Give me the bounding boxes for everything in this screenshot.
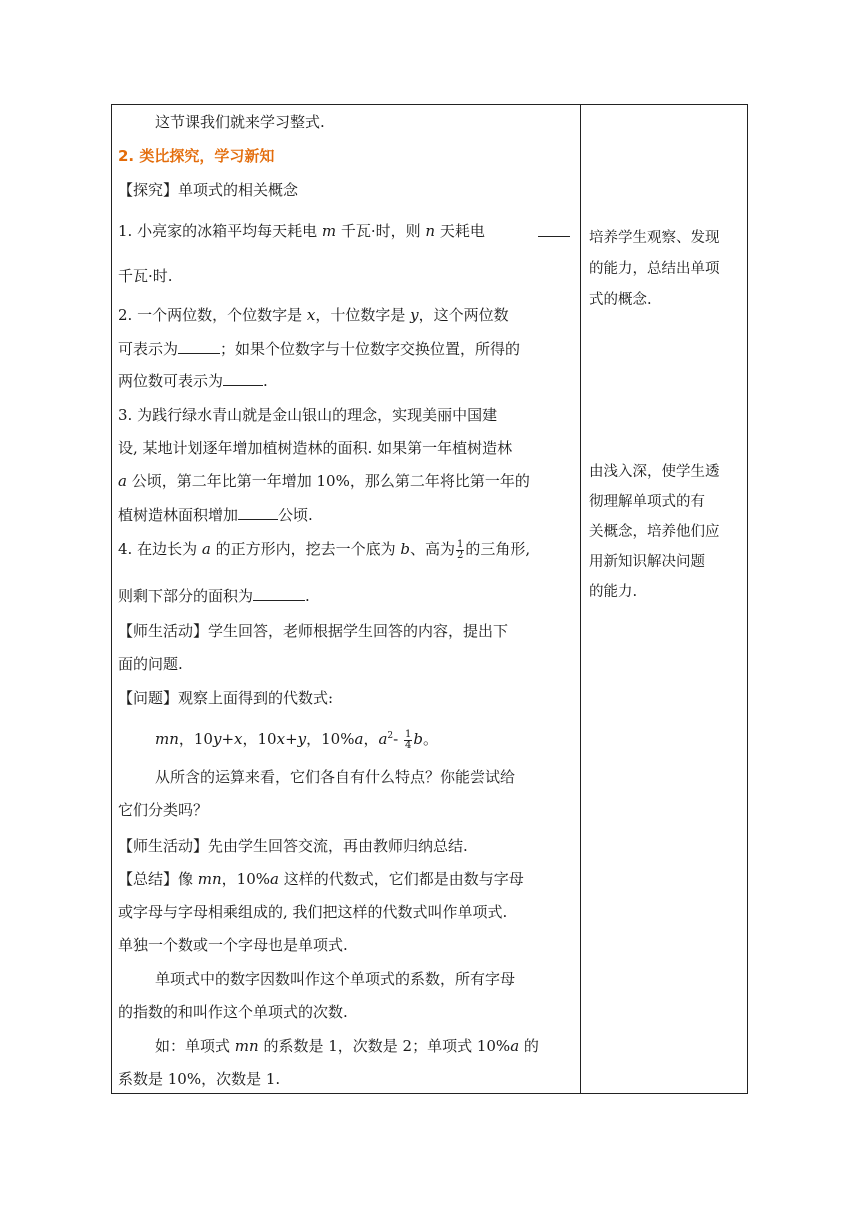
answer-blank-3[interactable]: [223, 370, 263, 386]
column-divider: [580, 105, 581, 1093]
activity-1-line-2: 面的问题.: [118, 655, 183, 673]
note-line-8: 的能力.: [589, 584, 638, 600]
question-3-line-4: 植树造林面积增加 公顷.: [118, 506, 313, 524]
question-2-line-1: 2. 一个两位数，个位数字是 x，十位数字是 y，这个两位数: [118, 306, 509, 324]
summary-line-1: 【总结】像 mn，10%a 这样的代数式，它们都是由数与字母: [118, 870, 524, 888]
question-3-line-3: a 公顷，第二年比第一年增加 10%，那么第二年将比第一年的: [118, 472, 530, 490]
activity-1-line-1: 【师生活动】学生回答，老师根据学生回答的内容，提出下: [118, 622, 509, 640]
question-1-line-1: 1. 小亮家的冰箱平均每天耗电 m 千瓦·时，则 n 天耗电: [118, 222, 485, 240]
intro-line: 这节课我们就来学习整式.: [155, 113, 325, 131]
ask-line-2: 它们分类吗？: [118, 801, 209, 819]
question-3-line-1: 3. 为践行绿水青山就是金山银山的理念，实现美丽中国建: [118, 406, 498, 424]
answer-blank-5[interactable]: [253, 585, 305, 601]
question-3-line-2: 设, 某地计划逐年增加植树造林的面积. 如果第一年植树造林: [118, 439, 513, 457]
example-line-1: 如：单项式 mn 的系数是 1，次数是 2；单项式 10%a 的: [155, 1037, 539, 1055]
answer-blank-4[interactable]: [238, 504, 278, 520]
note-line-3: 式的概念.: [589, 292, 652, 308]
question-2-line-3: 两位数可表示为 .: [118, 372, 268, 390]
fraction-one-half: $\frac{1}{2}$: [456, 538, 464, 561]
note-line-5: 彻理解单项式的有: [589, 494, 705, 510]
activity-2-line: 【师生活动】先由学生回答交流，再由教师归纳总结.: [118, 837, 468, 855]
coefficient-line-2: 的指数的和叫作这个单项式的次数.: [118, 1003, 348, 1021]
section-heading: 2. 类比探究，学习新知: [118, 147, 275, 165]
expression-list: mn，10y+x，10x+y，10%a，$a^2-$ $\frac{1}{4}$ b。: [155, 728, 438, 751]
note-line-2: 的能力，总结出单项: [589, 261, 720, 277]
note-line-1: 培养学生观察、发现: [589, 230, 720, 246]
note-line-7: 用新知识解决问题: [589, 554, 705, 570]
coefficient-line-1: 单项式中的数字因数叫作这个单项式的系数，所有字母: [155, 970, 516, 988]
fraction-one-quarter: $\frac{1}{4}$: [404, 728, 412, 751]
ask-line-1: 从所含的运算来看，它们各自有什么特点？你能尝试给: [155, 768, 516, 786]
question-2-line-2: 可表示为 ；如果个位数字与十位数字交换位置，所得的: [118, 340, 521, 358]
question-4-line-2: 则剩下部分的面积为 .: [118, 587, 310, 605]
note-line-4: 由浅入深，使学生透: [589, 464, 720, 480]
answer-blank-2[interactable]: [178, 338, 220, 354]
explore-title: 【探究】单项式的相关概念: [118, 181, 299, 199]
question-4-line-1: 4. 在边长为 a 的正方形内，挖去一个底为 b、高为 $\frac{1}{2}$ 的三角形,: [118, 538, 531, 561]
example-line-2: 系数是 10%，次数是 1.: [118, 1070, 281, 1088]
problem-line: 【问题】观察上面得到的代数式:: [118, 689, 334, 707]
answer-blank-1[interactable]: [538, 221, 570, 237]
summary-line-3: 单独一个数或一个字母也是单项式.: [118, 936, 348, 954]
note-line-6: 关概念，培养他们应: [589, 524, 720, 540]
question-1-line-2: 千瓦·时.: [118, 267, 173, 285]
summary-line-2: 或字母与字母相乘组成的, 我们把这样的代数式叫作单项式.: [118, 903, 508, 921]
